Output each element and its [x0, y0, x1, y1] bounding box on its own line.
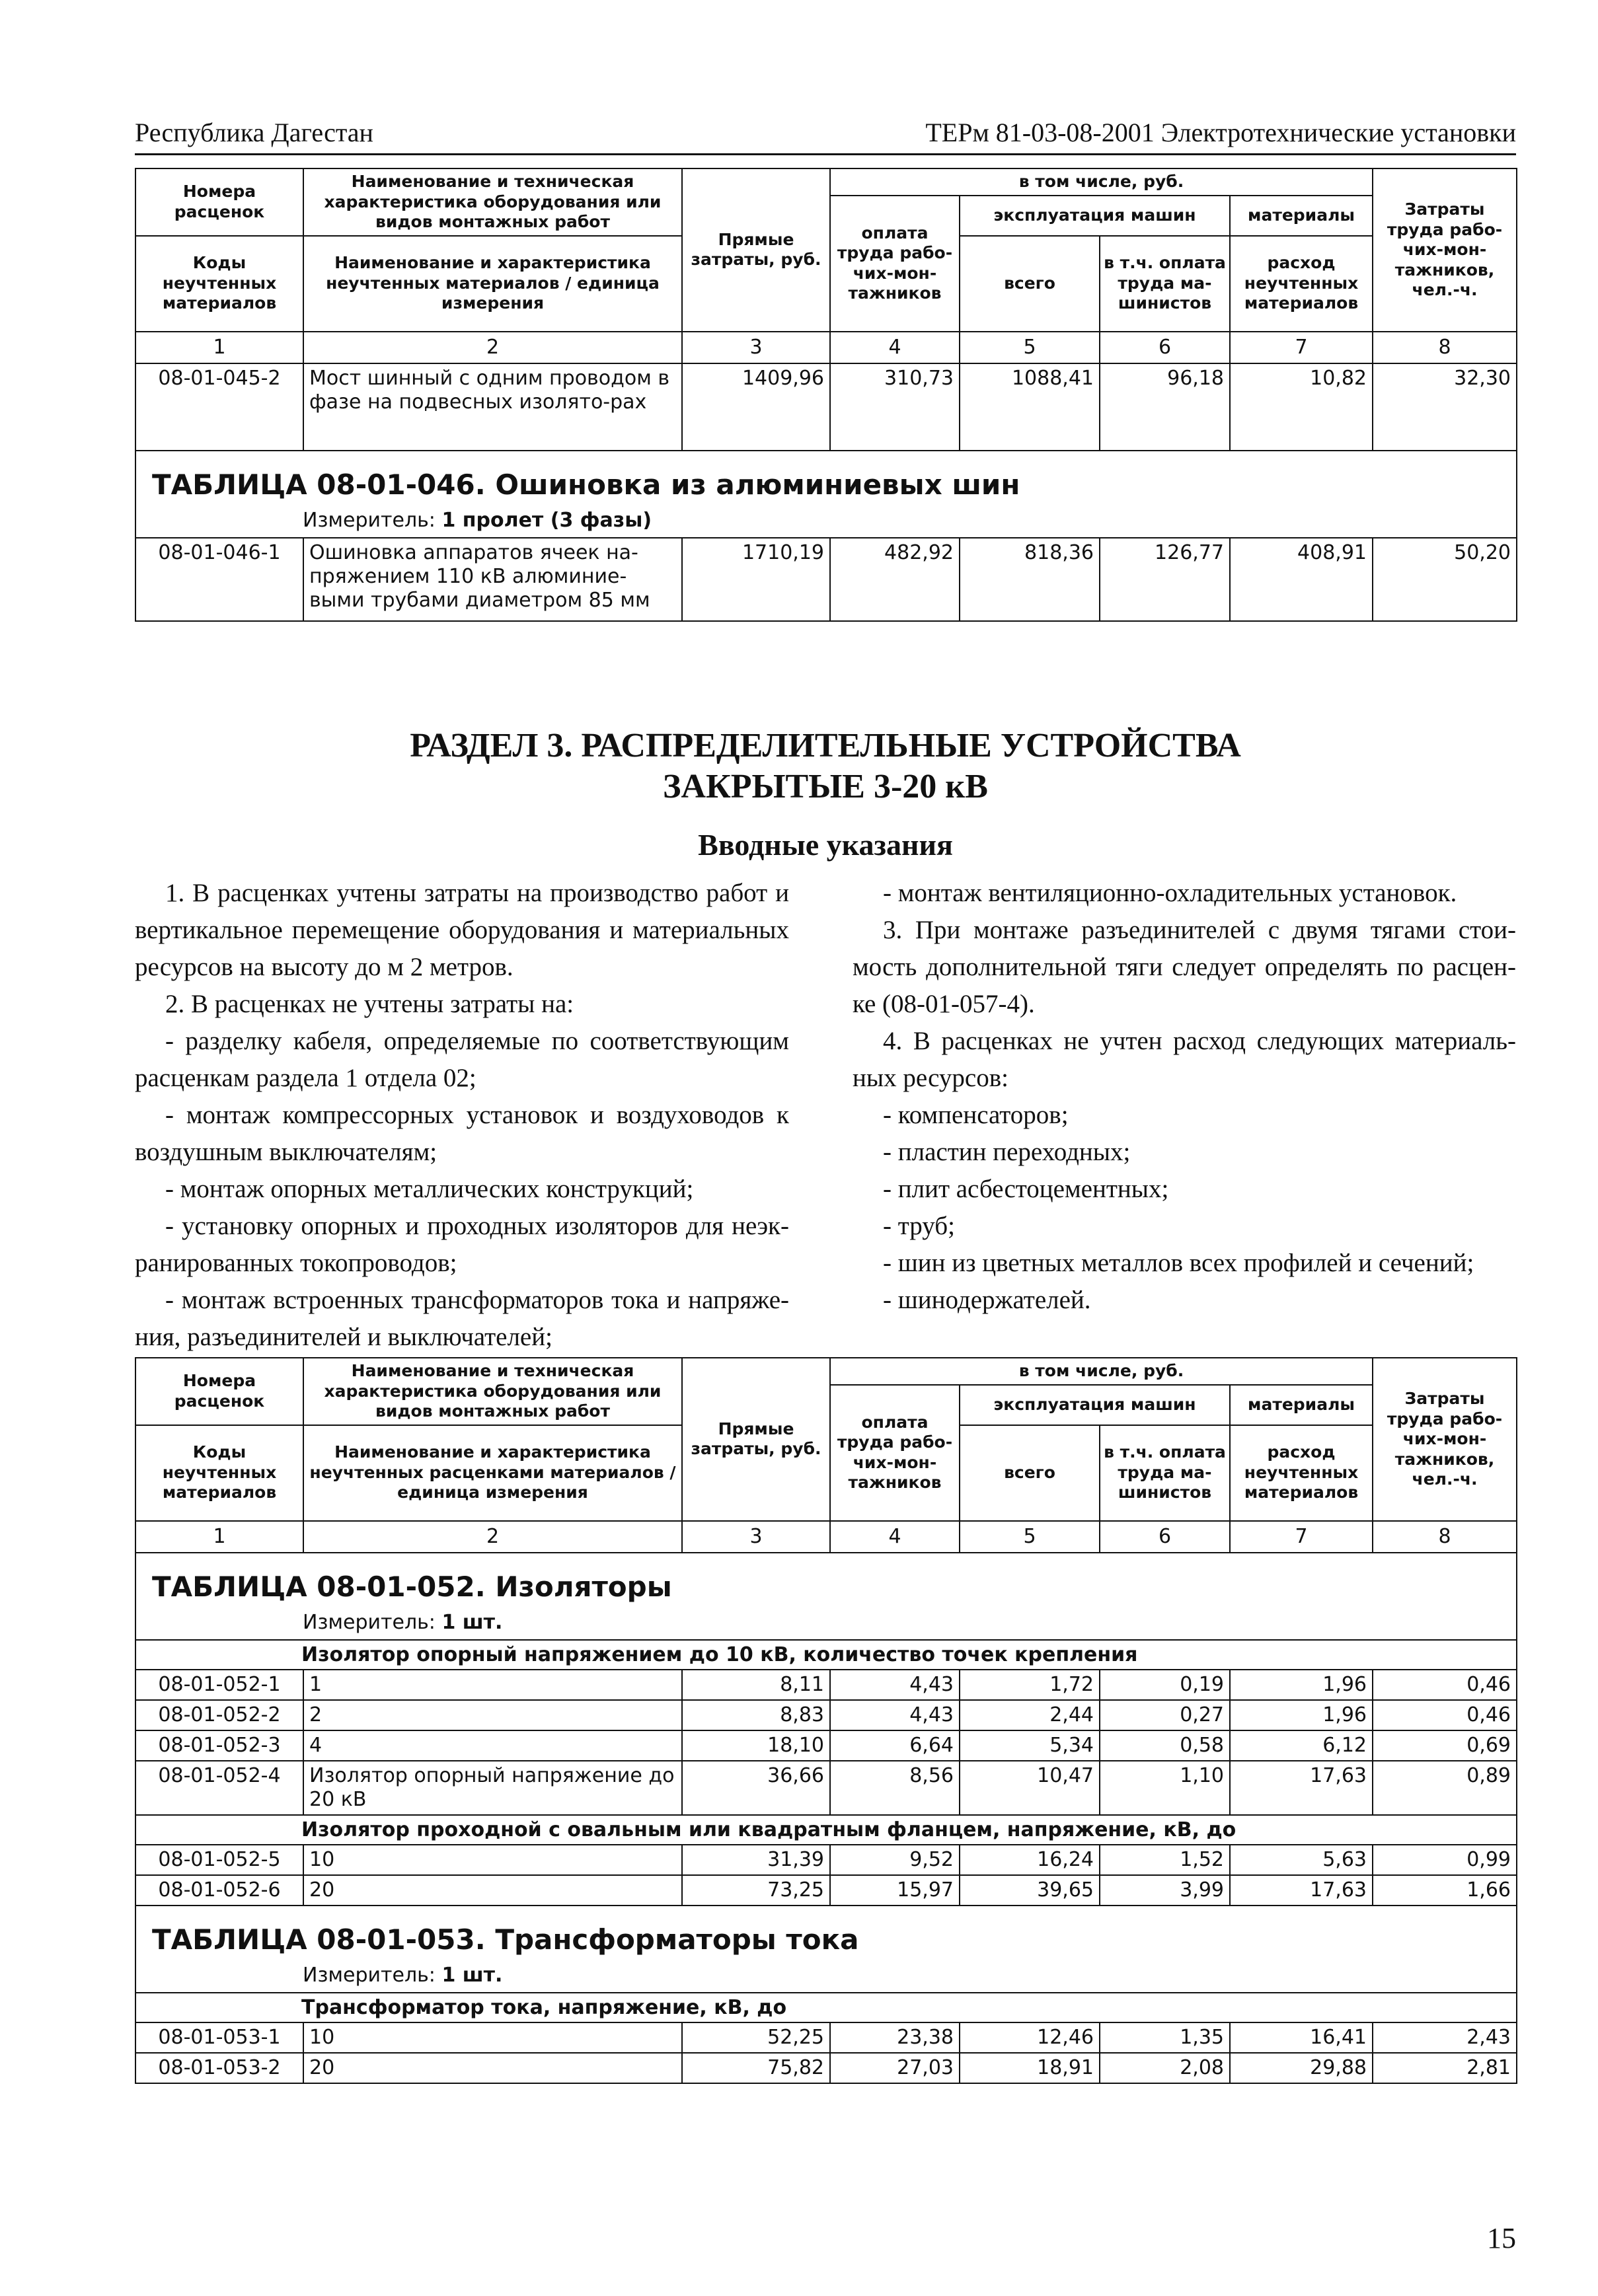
machines-total: 10,47	[960, 1761, 1100, 1815]
rate-name: 20	[303, 2053, 682, 2083]
rate-code: 08-01-052-2	[135, 1700, 303, 1730]
unit-value: 1 шт.	[441, 1963, 503, 1987]
intro-right-column	[853, 875, 1516, 1319]
unit-line	[136, 506, 1516, 537]
col-number: 6	[1100, 1521, 1230, 1553]
table-number: ТАБЛИЦА 08-01-052.	[152, 1570, 486, 1603]
intro-title: Вводные указания	[698, 828, 953, 862]
th-material-consumption: расход неучтенных материалов	[1230, 1425, 1373, 1521]
rate-name: 2	[303, 1700, 682, 1730]
worker-pay: 482,92	[830, 538, 960, 621]
rate-name: 4	[303, 1730, 682, 1761]
section-title-line-2: ЗАКРЫТЫЕ 3-20 кВ	[663, 768, 988, 805]
rate-code: 08-01-052-5	[135, 1845, 303, 1875]
unit-line	[136, 1608, 1516, 1639]
col-number: 8	[1373, 1521, 1517, 1553]
labor-hours: 50,20	[1373, 538, 1517, 621]
th-machines-total: всего	[960, 236, 1100, 332]
rate-code: 08-01-046-1	[135, 538, 303, 621]
table-row	[135, 1700, 1517, 1730]
running-header	[135, 112, 1516, 155]
col-number: 1	[135, 1521, 303, 1553]
table-row	[135, 1761, 1517, 1815]
col-number: 7	[1230, 1521, 1373, 1553]
operator-pay: 2,08	[1100, 2053, 1230, 2083]
th-materials: материалы	[1230, 196, 1373, 236]
th-material-names: Наименование и характеристика неучтенных материалов / единица измерения	[303, 236, 682, 332]
direct-costs: 31,39	[682, 1845, 830, 1875]
operator-pay: 3,99	[1100, 1875, 1230, 1906]
machines-total: 818,36	[960, 538, 1100, 621]
materials: 1,96	[1230, 1700, 1373, 1730]
col-number: 5	[960, 1521, 1100, 1553]
operator-pay: 0,19	[1100, 1670, 1230, 1700]
machines-total: 1,72	[960, 1670, 1100, 1700]
worker-pay: 4,43	[830, 1700, 960, 1730]
rate-code: 08-01-052-1	[135, 1670, 303, 1700]
col-number: 2	[303, 332, 682, 363]
materials: 408,91	[1230, 538, 1373, 621]
col-number: 8	[1373, 332, 1517, 363]
worker-pay: 9,52	[830, 1845, 960, 1875]
rates-table-2	[135, 1357, 1517, 2084]
labor-hours: 0,46	[1373, 1700, 1517, 1730]
intro-paragraph: - компенсаторов;	[883, 1101, 1069, 1129]
operator-pay: 96,18	[1100, 363, 1230, 451]
group-heading: Изолятор проходной с овальным или квадратным фланцем, напряжение, кВ, до	[135, 1815, 1517, 1845]
table-row	[135, 363, 1517, 451]
intro-paragraph: - шин из цветных металлов всех профилей и сечений;	[883, 1249, 1474, 1277]
th-worker-pay: оплата труда рабо-чих-мон-тажников	[830, 196, 960, 332]
th-operator-pay: в т.ч. оплата труда ма-шинистов	[1100, 236, 1230, 332]
worker-pay: 27,03	[830, 2053, 960, 2083]
materials: 6,12	[1230, 1730, 1373, 1761]
section-title	[135, 725, 1516, 807]
table-row	[135, 2053, 1517, 2083]
header-region: Республика Дагестан	[135, 118, 373, 147]
th-machines: эксплуатация машин	[960, 196, 1230, 236]
operator-pay: 126,77	[1100, 538, 1230, 621]
th-material-names: Наименование и характеристика неучтенных расценками материалов / единица измерения	[303, 1425, 682, 1521]
intro-paragraph: - плит асбестоцементных;	[883, 1175, 1169, 1203]
col-number: 5	[960, 332, 1100, 363]
th-material-consumption: расход неучтенных материалов	[1230, 236, 1373, 332]
rates-table-1	[135, 168, 1517, 622]
th-direct-costs: Прямые затраты, руб.	[682, 168, 830, 332]
rate-code: 08-01-045-2	[135, 363, 303, 451]
unit-value: 1 шт.	[441, 1610, 503, 1634]
rate-code: 08-01-052-3	[135, 1730, 303, 1761]
th-material-codes: Коды неучтенных материалов	[135, 1425, 303, 1521]
col-number: 4	[830, 332, 960, 363]
table-title-block	[135, 451, 1517, 538]
intro-paragraph: - монтаж опорных металлических конструкций;	[165, 1175, 694, 1203]
labor-hours: 0,69	[1373, 1730, 1517, 1761]
th-rate-numbers: Номера расценок	[135, 1358, 303, 1425]
table-title-block	[135, 1906, 1517, 1993]
rate-code: 08-01-052-6	[135, 1875, 303, 1906]
direct-costs: 75,82	[682, 2053, 830, 2083]
labor-hours: 0,89	[1373, 1761, 1517, 1815]
rate-code: 08-01-052-4	[135, 1761, 303, 1815]
machines-total: 5,34	[960, 1730, 1100, 1761]
col-number: 6	[1100, 332, 1230, 363]
operator-pay: 1,52	[1100, 1845, 1230, 1875]
th-rate-numbers: Номера расценок	[135, 168, 303, 236]
intro-paragraph: - разделку кабеля, определяемые по соответствующим расценкам раздела 1 отдела 02;	[135, 1027, 789, 1092]
col-number: 2	[303, 1521, 682, 1553]
th-including: в том числе, руб.	[830, 1358, 1373, 1385]
direct-costs: 8,11	[682, 1670, 830, 1700]
worker-pay: 8,56	[830, 1761, 960, 1815]
rate-name: 10	[303, 1845, 682, 1875]
intro-left-column	[135, 875, 789, 1356]
labor-hours: 2,43	[1373, 2022, 1517, 2053]
table-title-block	[135, 1553, 1517, 1640]
col-number: 1	[135, 332, 303, 363]
direct-costs: 52,25	[682, 2022, 830, 2053]
unit-label: Измеритель:	[303, 1610, 436, 1634]
table-title	[136, 1906, 1516, 1961]
rate-name: 20	[303, 1875, 682, 1906]
intro-paragraph: - труб;	[883, 1212, 955, 1240]
col-number: 7	[1230, 332, 1373, 363]
header-document-code: ТЕРм 81-03-08-2001 Электротехнические установки	[925, 118, 1516, 147]
th-including: в том числе, руб.	[830, 168, 1373, 196]
th-work-name: Наименование и техническая характеристика оборудования или видов монтажных работ	[303, 168, 682, 236]
table-name: Ошиновка из алюминиевых шин	[495, 468, 1020, 501]
operator-pay: 0,27	[1100, 1700, 1230, 1730]
direct-costs: 36,66	[682, 1761, 830, 1815]
machines-total: 1088,41	[960, 363, 1100, 451]
unit-line	[136, 1961, 1516, 1992]
th-work-name: Наименование и техническая характеристика оборудования или видов монтажных работ	[303, 1358, 682, 1425]
rate-name: Ошиновка аппаратов ячеек на-пряжением 110 кВ алюминие-выми трубами диаметром 85 мм	[303, 538, 682, 621]
table-number: ТАБЛИЦА 08-01-053.	[152, 1923, 486, 1956]
table-title	[136, 1553, 1516, 1608]
rate-name: Изолятор опорный напряжение до 20 кВ	[303, 1761, 682, 1815]
labor-hours: 2,81	[1373, 2053, 1517, 2083]
direct-costs: 8,83	[682, 1700, 830, 1730]
materials: 29,88	[1230, 2053, 1373, 2083]
intro-paragraph: - пластин переходных;	[883, 1138, 1131, 1166]
table-name: Изоляторы	[495, 1570, 672, 1603]
th-machines-total: всего	[960, 1425, 1100, 1521]
labor-hours: 0,46	[1373, 1670, 1517, 1700]
table-row	[135, 1670, 1517, 1700]
rate-code: 08-01-053-1	[135, 2022, 303, 2053]
th-materials: материалы	[1230, 1385, 1373, 1425]
th-labor-hours: Затраты труда рабо-чих-мон-тажников, чел.-ч.	[1373, 1358, 1517, 1521]
worker-pay: 15,97	[830, 1875, 960, 1906]
operator-pay: 1,35	[1100, 2022, 1230, 2053]
worker-pay: 4,43	[830, 1670, 960, 1700]
direct-costs: 73,25	[682, 1875, 830, 1906]
th-worker-pay: оплата труда рабо-чих-мон-тажников	[830, 1385, 960, 1521]
intro-paragraph: 1. В расценках учтены затраты на производство работ и вертикальное перемещение оборудования и материальных ресурсов на высоту до м 2 метров.	[135, 879, 789, 981]
materials: 5,63	[1230, 1845, 1373, 1875]
rate-name: 1	[303, 1670, 682, 1700]
table-row	[135, 1875, 1517, 1906]
page-number: 15	[1487, 2222, 1516, 2254]
table-name: Трансформаторы тока	[495, 1923, 859, 1956]
intro-paragraph: - шинодержателей.	[883, 1286, 1091, 1314]
table-title	[136, 451, 1516, 506]
worker-pay: 310,73	[830, 363, 960, 451]
unit-value: 1 пролет (3 фазы)	[441, 508, 652, 532]
col-number: 4	[830, 1521, 960, 1553]
group-heading: Трансформатор тока, напряжение, кВ, до	[135, 1993, 1517, 2022]
rate-name: Мост шинный с одним проводом в фазе на подвесных изолято-рах	[303, 363, 682, 451]
materials: 17,63	[1230, 1875, 1373, 1906]
th-direct-costs: Прямые затраты, руб.	[682, 1358, 830, 1521]
rate-code: 08-01-053-2	[135, 2053, 303, 2083]
labor-hours: 32,30	[1373, 363, 1517, 451]
th-operator-pay: в т.ч. оплата труда ма-шинистов	[1100, 1425, 1230, 1521]
machines-total: 39,65	[960, 1875, 1100, 1906]
machines-total: 16,24	[960, 1845, 1100, 1875]
table-row	[135, 1730, 1517, 1761]
materials: 16,41	[1230, 2022, 1373, 2053]
section-title-line-1: РАЗДЕЛ 3. РАСПРЕДЕЛИТЕЛЬНЫЕ УСТРОЙСТВА	[410, 727, 1241, 764]
worker-pay: 23,38	[830, 2022, 960, 2053]
operator-pay: 1,10	[1100, 1761, 1230, 1815]
materials: 17,63	[1230, 1761, 1373, 1815]
materials: 1,96	[1230, 1670, 1373, 1700]
col-number: 3	[682, 332, 830, 363]
operator-pay: 0,58	[1100, 1730, 1230, 1761]
th-material-codes: Коды неучтенных материалов	[135, 236, 303, 332]
unit-label: Измеритель:	[303, 508, 436, 532]
intro-paragraph: - монтаж компрессорных установок и воздуховодов к воздушным выключателям;	[135, 1101, 789, 1166]
intro-paragraph: 2. В расценках не учтены затраты на:	[165, 990, 574, 1018]
direct-costs: 1409,96	[682, 363, 830, 451]
rate-name: 10	[303, 2022, 682, 2053]
direct-costs: 1710,19	[682, 538, 830, 621]
labor-hours: 1,66	[1373, 1875, 1517, 1906]
machines-total: 18,91	[960, 2053, 1100, 2083]
worker-pay: 6,64	[830, 1730, 960, 1761]
col-number: 3	[682, 1521, 830, 1553]
intro-paragraph: - монтаж вентиляционно-охладительных установок.	[883, 879, 1457, 907]
intro-paragraph: 3. При монтаже разъединителей с двумя тягами стои-мость дополнительной тяги следует определять по расцен-ке (08-01-057-4).	[853, 916, 1516, 1018]
table-row	[135, 538, 1517, 621]
machines-total: 2,44	[960, 1700, 1100, 1730]
table-number: ТАБЛИЦА 08-01-046.	[152, 468, 486, 501]
th-machines: эксплуатация машин	[960, 1385, 1230, 1425]
intro-paragraph: - монтаж встроенных трансформаторов тока и напряже-ния, разъединителей и выключателей;	[135, 1286, 789, 1351]
table-row	[135, 2022, 1517, 2053]
th-labor-hours: Затраты труда рабо-чих-мон-тажников, чел.-ч.	[1373, 168, 1517, 332]
unit-label: Измеритель:	[303, 1963, 436, 1987]
labor-hours: 0,99	[1373, 1845, 1517, 1875]
materials: 10,82	[1230, 363, 1373, 451]
intro-paragraph: 4. В расценках не учтен расход следующих материаль-ных ресурсов:	[853, 1027, 1516, 1092]
group-heading: Изолятор опорный напряжением до 10 кВ, количество точек крепления	[135, 1640, 1517, 1670]
intro-paragraph: - установку опорных и проходных изоляторов для неэк-ранированных токопроводов;	[135, 1212, 789, 1277]
machines-total: 12,46	[960, 2022, 1100, 2053]
table-row	[135, 1845, 1517, 1875]
direct-costs: 18,10	[682, 1730, 830, 1761]
